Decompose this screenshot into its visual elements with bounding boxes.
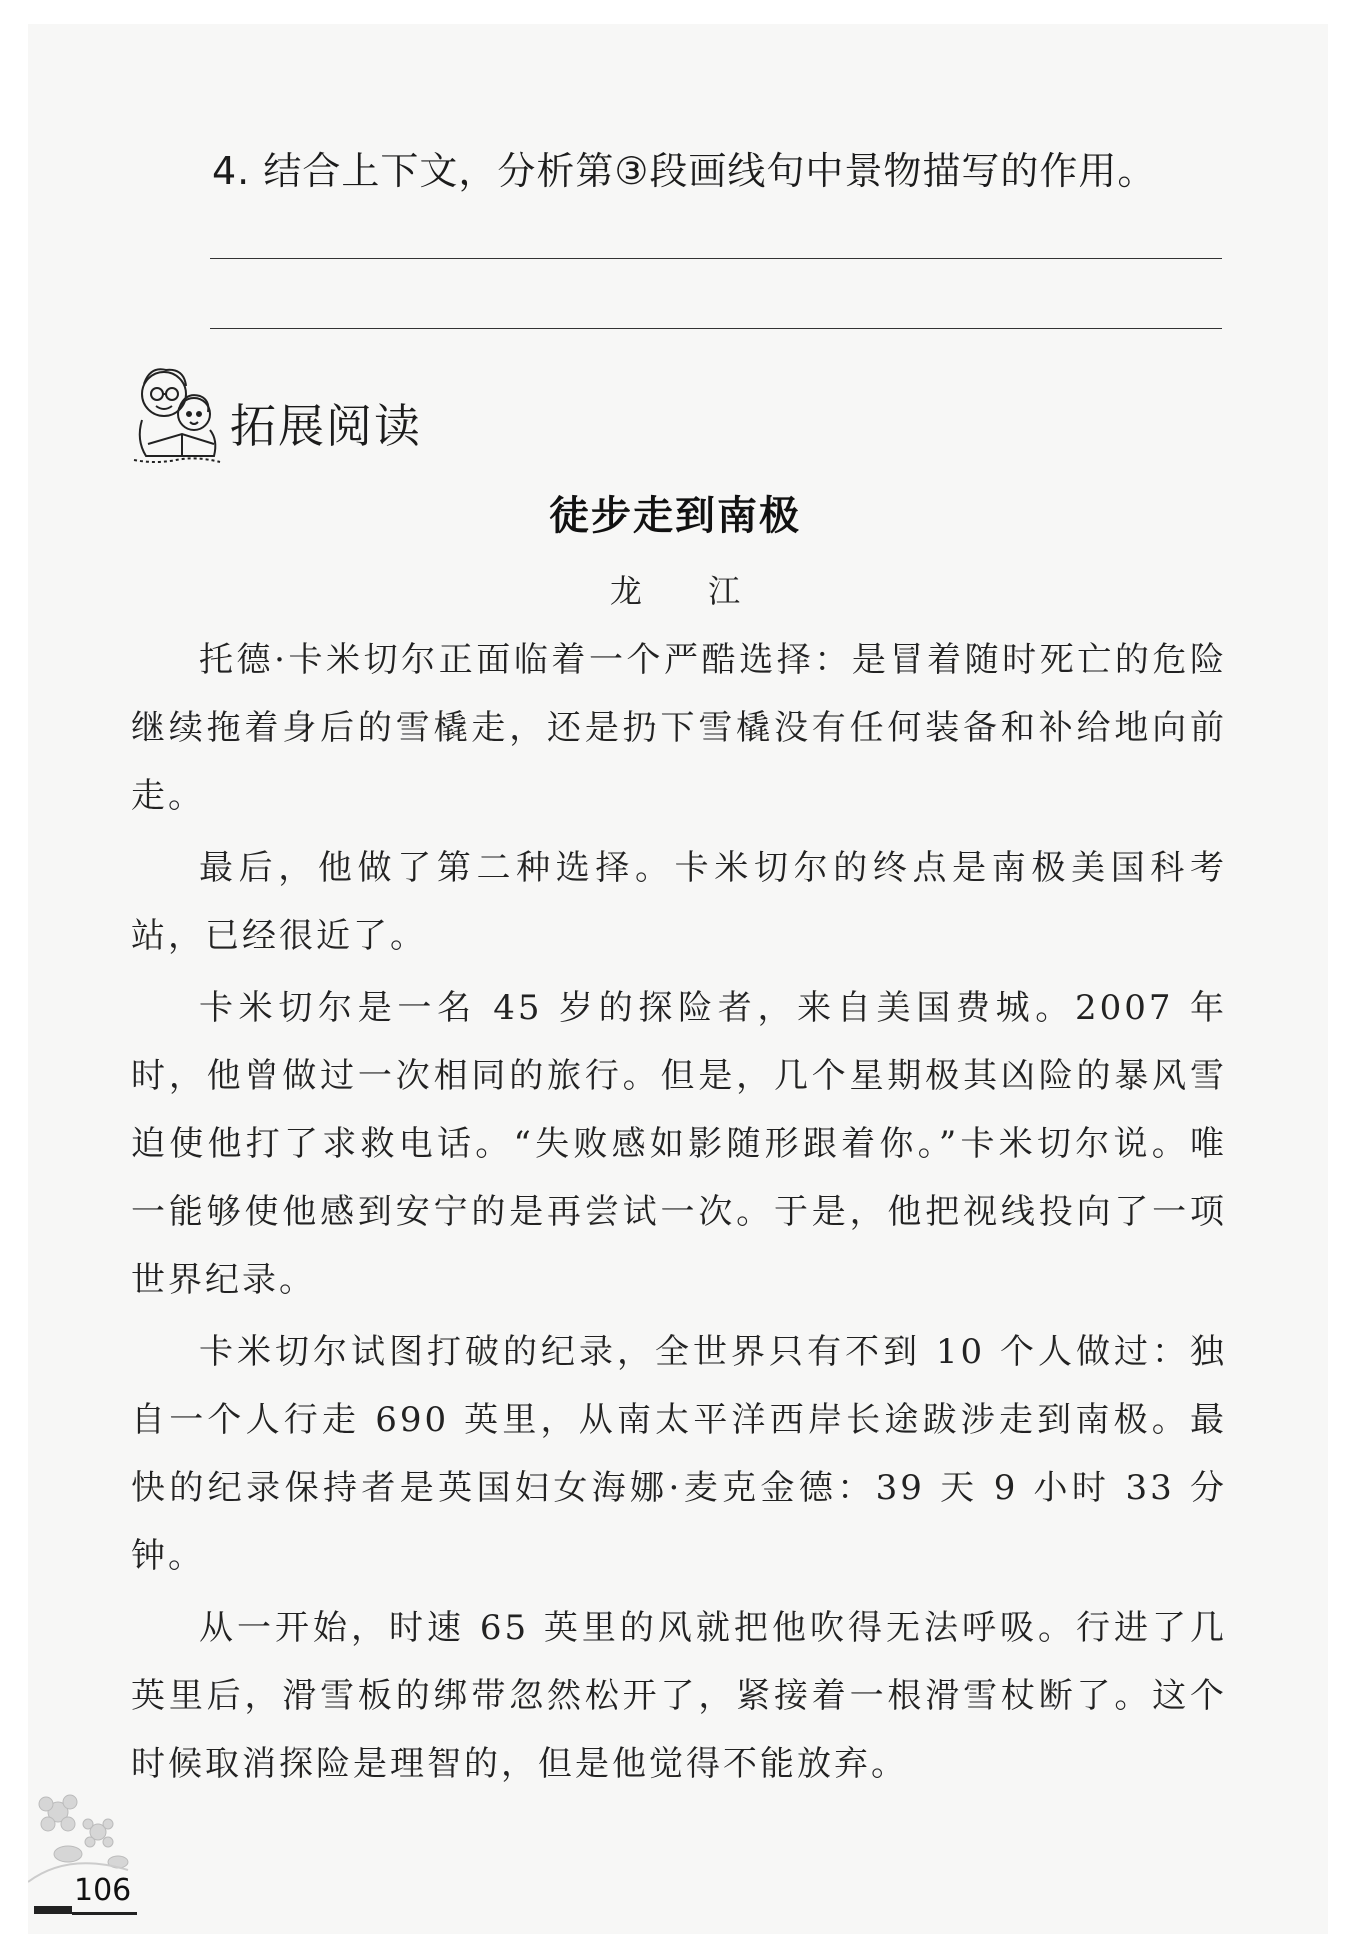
- paragraph: 最后，他做了第二种选择。卡米切尔的终点是南极美国科考站，已经很近了。: [131, 848, 1227, 956]
- article-title: 徒步走到南极: [549, 493, 801, 539]
- answer-line-2: [210, 328, 1222, 329]
- answer-line-1: [210, 258, 1222, 259]
- paragraph: 从一开始，时速 65 英里的风就把他吹得无法呼吸。行进了几英里后，滑雪板的绑带忽然松开了，紧接着一根滑雪杖断了。这个时候取消探险是理智的，但是他觉得不能放弃。: [131, 1608, 1227, 1784]
- reading-kids-illustration-icon: [126, 360, 226, 470]
- paragraph: 托德·卡米切尔正面临着一个严酷选择：是冒着随时死亡的危险继续拖着身后的雪橇走，还是扔下雪橇没有任何装备和补给地向前走。: [131, 640, 1227, 816]
- paragraph: 卡米切尔试图打破的纪录，全世界只有不到 10 个人做过：独自一个人行走 690 英里，从南太平洋西岸长途跋涉走到南极。最快的纪录保持者是英国妇女海娜·麦克金德：39 天 9 小时 33 分钟。: [131, 1332, 1227, 1576]
- page-number: 106: [72, 1872, 137, 1915]
- section-header: [126, 360, 526, 480]
- page-number-bar: [34, 1906, 72, 1914]
- paragraph: 卡米切尔是一名 45 岁的探险者，来自美国费城。2007 年时，他曾做过一次相同的旅行。但是，几个星期极其凶险的暴风雪迫使他打了求救电话。“失败感如影随形跟着你。”卡米切尔说。唯一能够使他感到安宁的是再尝试一次。于是，他把视线投向了一项世界纪录。: [131, 988, 1227, 1300]
- article-body: [131, 626, 1227, 1802]
- article-author: 龙 江: [609, 572, 769, 610]
- question-4: 4. 结合上下文，分析第③段画线句中景物描写的作用。: [212, 149, 1157, 193]
- section-title: 拓展阅读: [230, 399, 422, 453]
